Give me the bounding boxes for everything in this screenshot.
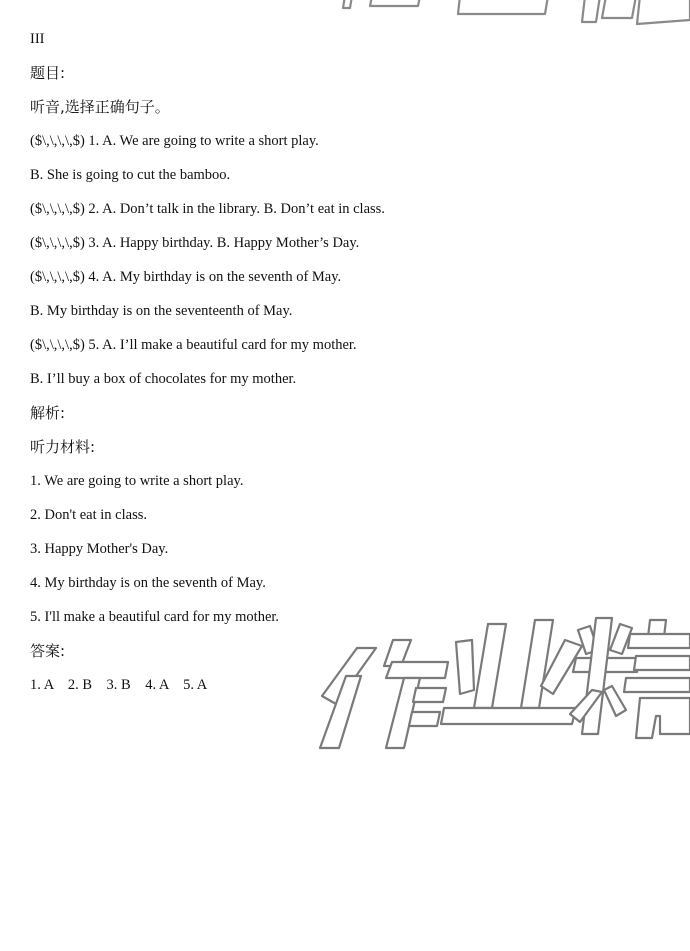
- question-line: B. My birthday is on the seventeenth of May.: [30, 303, 293, 319]
- answer-key: 1. A 2. B 3. B 4. A 5. A: [30, 677, 208, 693]
- instruction-text: 听音,选择正确句子。: [30, 98, 170, 116]
- document-body: [30, 28, 670, 708]
- question-line: ($\,\,\,\,$) 4. A. My birthday is on the seventh of May.: [30, 269, 342, 285]
- question-line: ($\,\,\,\,$) 1. A. We are going to write a short play.: [30, 133, 319, 149]
- question-line: B. I’ll buy a box of chocolates for my mother.: [30, 371, 297, 387]
- question-line: ($\,\,\,\,$) 5. A. I’ll make a beautiful card for my mother.: [30, 337, 357, 353]
- transcript-line: 1. We are going to write a short play.: [30, 473, 244, 489]
- question-line: B. She is going to cut the bamboo.: [30, 167, 231, 183]
- question-label: 题目:: [30, 64, 66, 82]
- analysis-label: 解析:: [30, 404, 66, 422]
- transcript-label: 听力材料:: [30, 438, 96, 456]
- transcript-line: 5. I'll make a beautiful card for my mother.: [30, 609, 280, 625]
- transcript-line: 3. Happy Mother's Day.: [30, 541, 169, 557]
- answer-label: 答案:: [30, 642, 66, 660]
- transcript-line: 4. My birthday is on the seventh of May.: [30, 575, 266, 591]
- section-heading: III: [30, 31, 45, 47]
- question-line: ($\,\,\,\,$) 3. A. Happy birthday. B. Happy Mother’s Day.: [30, 235, 360, 251]
- question-line: ($\,\,\,\,$) 2. A. Don’t talk in the library. B. Don’t eat in class.: [30, 201, 385, 217]
- watermark-top-fragment: [343, 0, 690, 24]
- transcript-line: 2. Don't eat in class.: [30, 507, 147, 523]
